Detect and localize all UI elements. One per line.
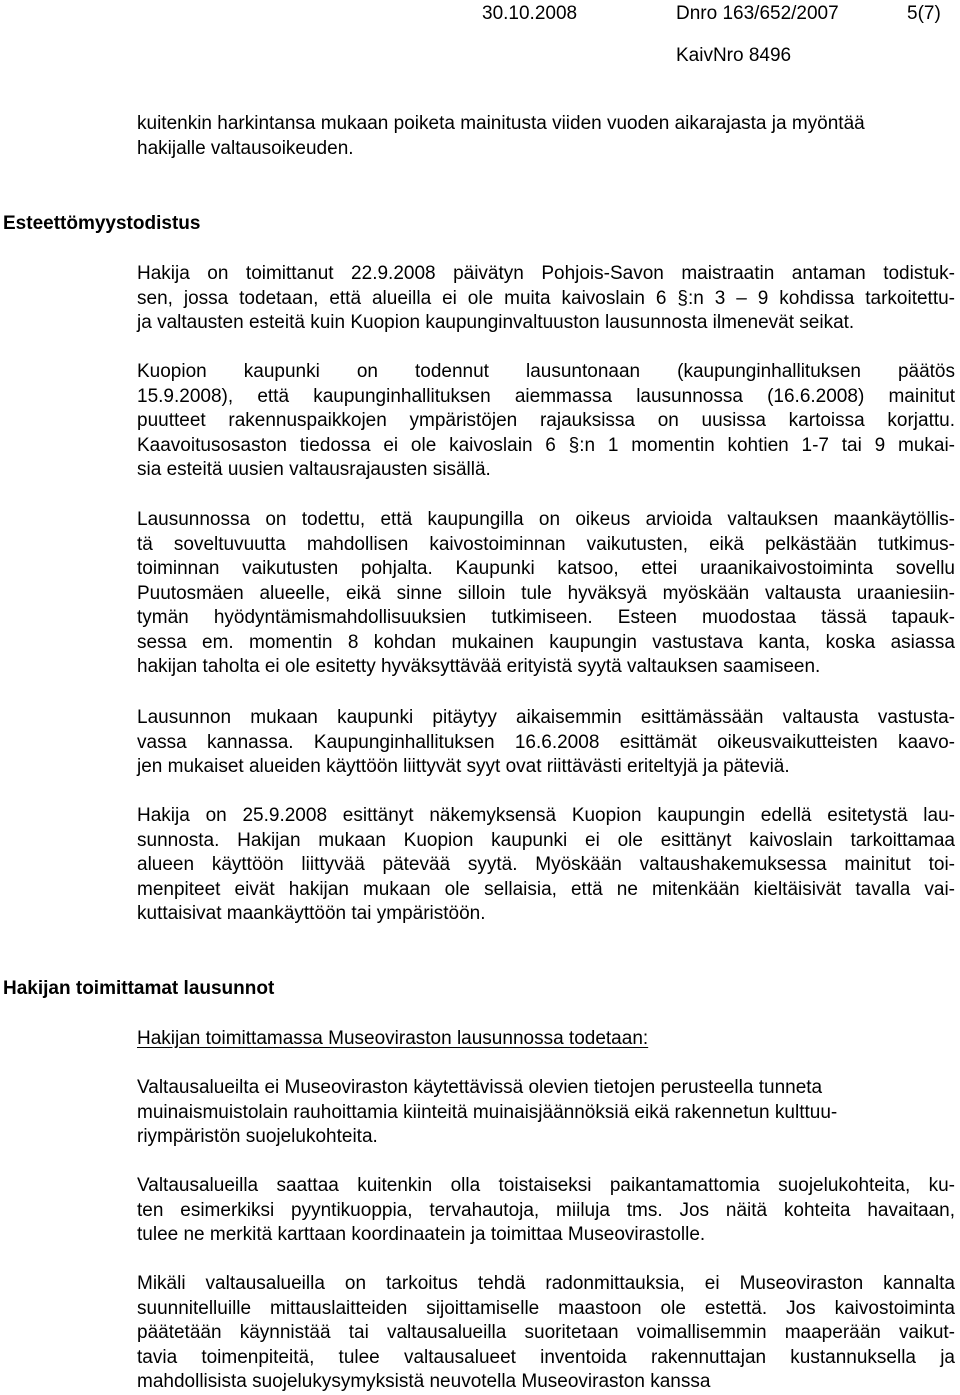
- section-heading-hakijan-lausunnot: Hakijan toimittamat lausunnot: [3, 978, 275, 999]
- text-line: sessa em. momentin 8 kohdan mukainen kaupungin vastustava kanta, koska asiassa: [137, 631, 955, 653]
- text-line: muinaismuistolain rauhoittamia kiinteitä muinaisjäännöksiä eikä rakennetun kulttuu-: [137, 1101, 838, 1123]
- paragraph-esteettomyys-2: [137, 360, 955, 483]
- text-line: jen mukaiset alueiden käyttöön liittyvät syyt ovat riittävästi eriteltyjä ja päteviä.: [137, 756, 790, 777]
- text-line: kuitenkin harkintansa mukaan poiketa mainitusta viiden vuoden aikarajasta ja myöntää: [137, 113, 865, 134]
- text-line: tymän hyödyntämismahdollisuuksien tutkimiseen. Esteen muodostaa tässä tapauk-: [137, 607, 955, 628]
- text-line: Kuopion kaupunki on todennut lausuntonaan (kaupunginhallituksen päätös: [137, 361, 955, 382]
- text-line: 15.9.2008), että kaupunginhallituksen aiemmassa lausunnossa (16.6.2008) mainitut: [137, 385, 955, 407]
- text-line: vassa kannassa. Kaupunginhallituksen 16.6.2008 esittämät oikeusvaikutteisten kaavo-: [137, 731, 955, 753]
- header-dnro: Dnro 163/652/2007: [676, 3, 839, 24]
- text-line: päätetään käynnistää tai valtausalueilla suoritetaan voimallisemmin maaperään vaikut-: [137, 1322, 955, 1343]
- paragraph-esteettomyys-4: [137, 706, 955, 780]
- text-line: Valtausalueilla saattaa kuitenkin olla toistaiseksi paikantamattomia suojelukohteita, ku-: [137, 1175, 955, 1196]
- text-line: suunnitelluille mittauslaitteiden sijoittamiselle maastoon ole estettä. Jos kaivostoiminta: [137, 1297, 955, 1319]
- paragraph-museovirasto-1: [137, 1076, 955, 1150]
- header-page-number: 5(7): [907, 3, 941, 24]
- text-line: tä soveltuvuutta mahdollisen kaivostoiminnan vaikutusten, eikä pelkästään tutkimus-: [137, 533, 955, 555]
- text-line: Lausunnossa on todettu, että kaupungilla on oikeus arvioida valtauksen maankäytöllis-: [137, 509, 955, 530]
- text-line: tulee ne merkitä karttaan koordinaatein ja toimittaa Museovirastolle.: [137, 1224, 706, 1245]
- text-line: ja valtausten esteitä kuin Kuopion kaupunginvaltuuston lausunnosta ilmenevät seikat.: [137, 312, 855, 333]
- subheading-museovirasto: [137, 1027, 955, 1052]
- text-line: Valtausalueilta ei Museoviraston käytettävissä olevien tietojen perusteella tunneta: [137, 1077, 823, 1098]
- text-line: sen, jossa todetaan, että alueilla ei ole muita kaivoslain 6 §:n 3 – 9 kohdissa tarkoitettu-: [137, 287, 955, 309]
- section-heading-esteettomyystodistus: Esteettömyystodistus: [3, 213, 201, 234]
- text-line: hakijalle valtausoikeuden.: [137, 137, 354, 159]
- paragraph-esteettomyys-5: [137, 804, 955, 927]
- text-line: sunnosta. Hakijan mukaan Kuopion kaupunki ei ole esittänyt kaivoslain tarkoittamaa: [137, 829, 955, 851]
- text-line: tavia toimenpiteitä, tulee valtausalueet inventoida rakennuttajan kustannuksella ja: [137, 1346, 955, 1368]
- text-line: Mikäli valtausalueilla on tarkoitus tehdä radonmittauksia, ei Museoviraston kannalta: [137, 1273, 955, 1294]
- text-line: riympäristön suojelukohteita.: [137, 1126, 378, 1147]
- text-line: sia esteitä uusien valtausrajausten sisällä.: [137, 459, 491, 480]
- text-line: Hakija on 25.9.2008 esittänyt näkemyksensä Kuopion kaupungin edellä esitetystä lau-: [137, 805, 955, 826]
- text-line: alueen käyttöön liittyvää pätevää syytä. Myöskään valtaushakemuksessa mainitut toi-: [137, 854, 955, 875]
- text-line: kuttaisivat maankäyttöön tai ympäristöön.: [137, 903, 486, 924]
- text-line: Kaavoitusosaston tiedossa ei ole kaivoslain 6 §:n 1 momentin kohtien 1-7 tai 9 mukai-: [137, 434, 955, 456]
- paragraph-museovirasto-3: [137, 1272, 955, 1395]
- header-kaivnro: KaivNro 8496: [676, 45, 792, 66]
- text-line: ten esimerkiksi pyyntikuoppia, tervahautoja, miiluja tms. Jos näitä kohteita havaitaan,: [137, 1199, 955, 1221]
- paragraph-esteettomyys-3: [137, 508, 955, 680]
- text-line: hakijan taholta ei ole esitetty hyväksyttävää erityistä syytä valtauksen saamiseen.: [137, 656, 821, 677]
- text-line: menpiteet eivät hakijan mukaan ole sellaisia, että ne mitenkään kieltäisivät tavalla vai-: [137, 878, 955, 900]
- text-line: puutteet rakennuspaikkojen ympäristöjen rajauksissa on uusissa kartoissa korjattu.: [137, 410, 955, 431]
- intro-paragraph: [137, 112, 955, 161]
- text-line: Puutosmäen alueelle, eikä sinne silloin tule hyväksyä myöskään valtausta uraaniesiin-: [137, 582, 955, 604]
- paragraph-museovirasto-2: [137, 1174, 955, 1248]
- text-line: Hakija on toimittanut 22.9.2008 päivätyn Pohjois-Savon maistraatin antaman todistuk-: [137, 263, 955, 284]
- header-date: 30.10.2008: [482, 3, 578, 24]
- paragraph-esteettomyys-1: [137, 262, 955, 336]
- text-line: mahdollisista suojelukysymyksistä neuvotella Museoviraston kanssa: [137, 1371, 711, 1392]
- text-line: toiminnan vaikutusten pohjalta. Kaupunki katsoo, ettei uraanikaivostoiminta sovellu: [137, 558, 955, 579]
- text-line: Lausunnon mukaan kaupunki pitäytyy aikaisemmin esittämässään valtausta vastusta-: [137, 707, 955, 728]
- subheading-text: Hakijan toimittamassa Museoviraston lausunnossa todetaan:: [137, 1028, 649, 1049]
